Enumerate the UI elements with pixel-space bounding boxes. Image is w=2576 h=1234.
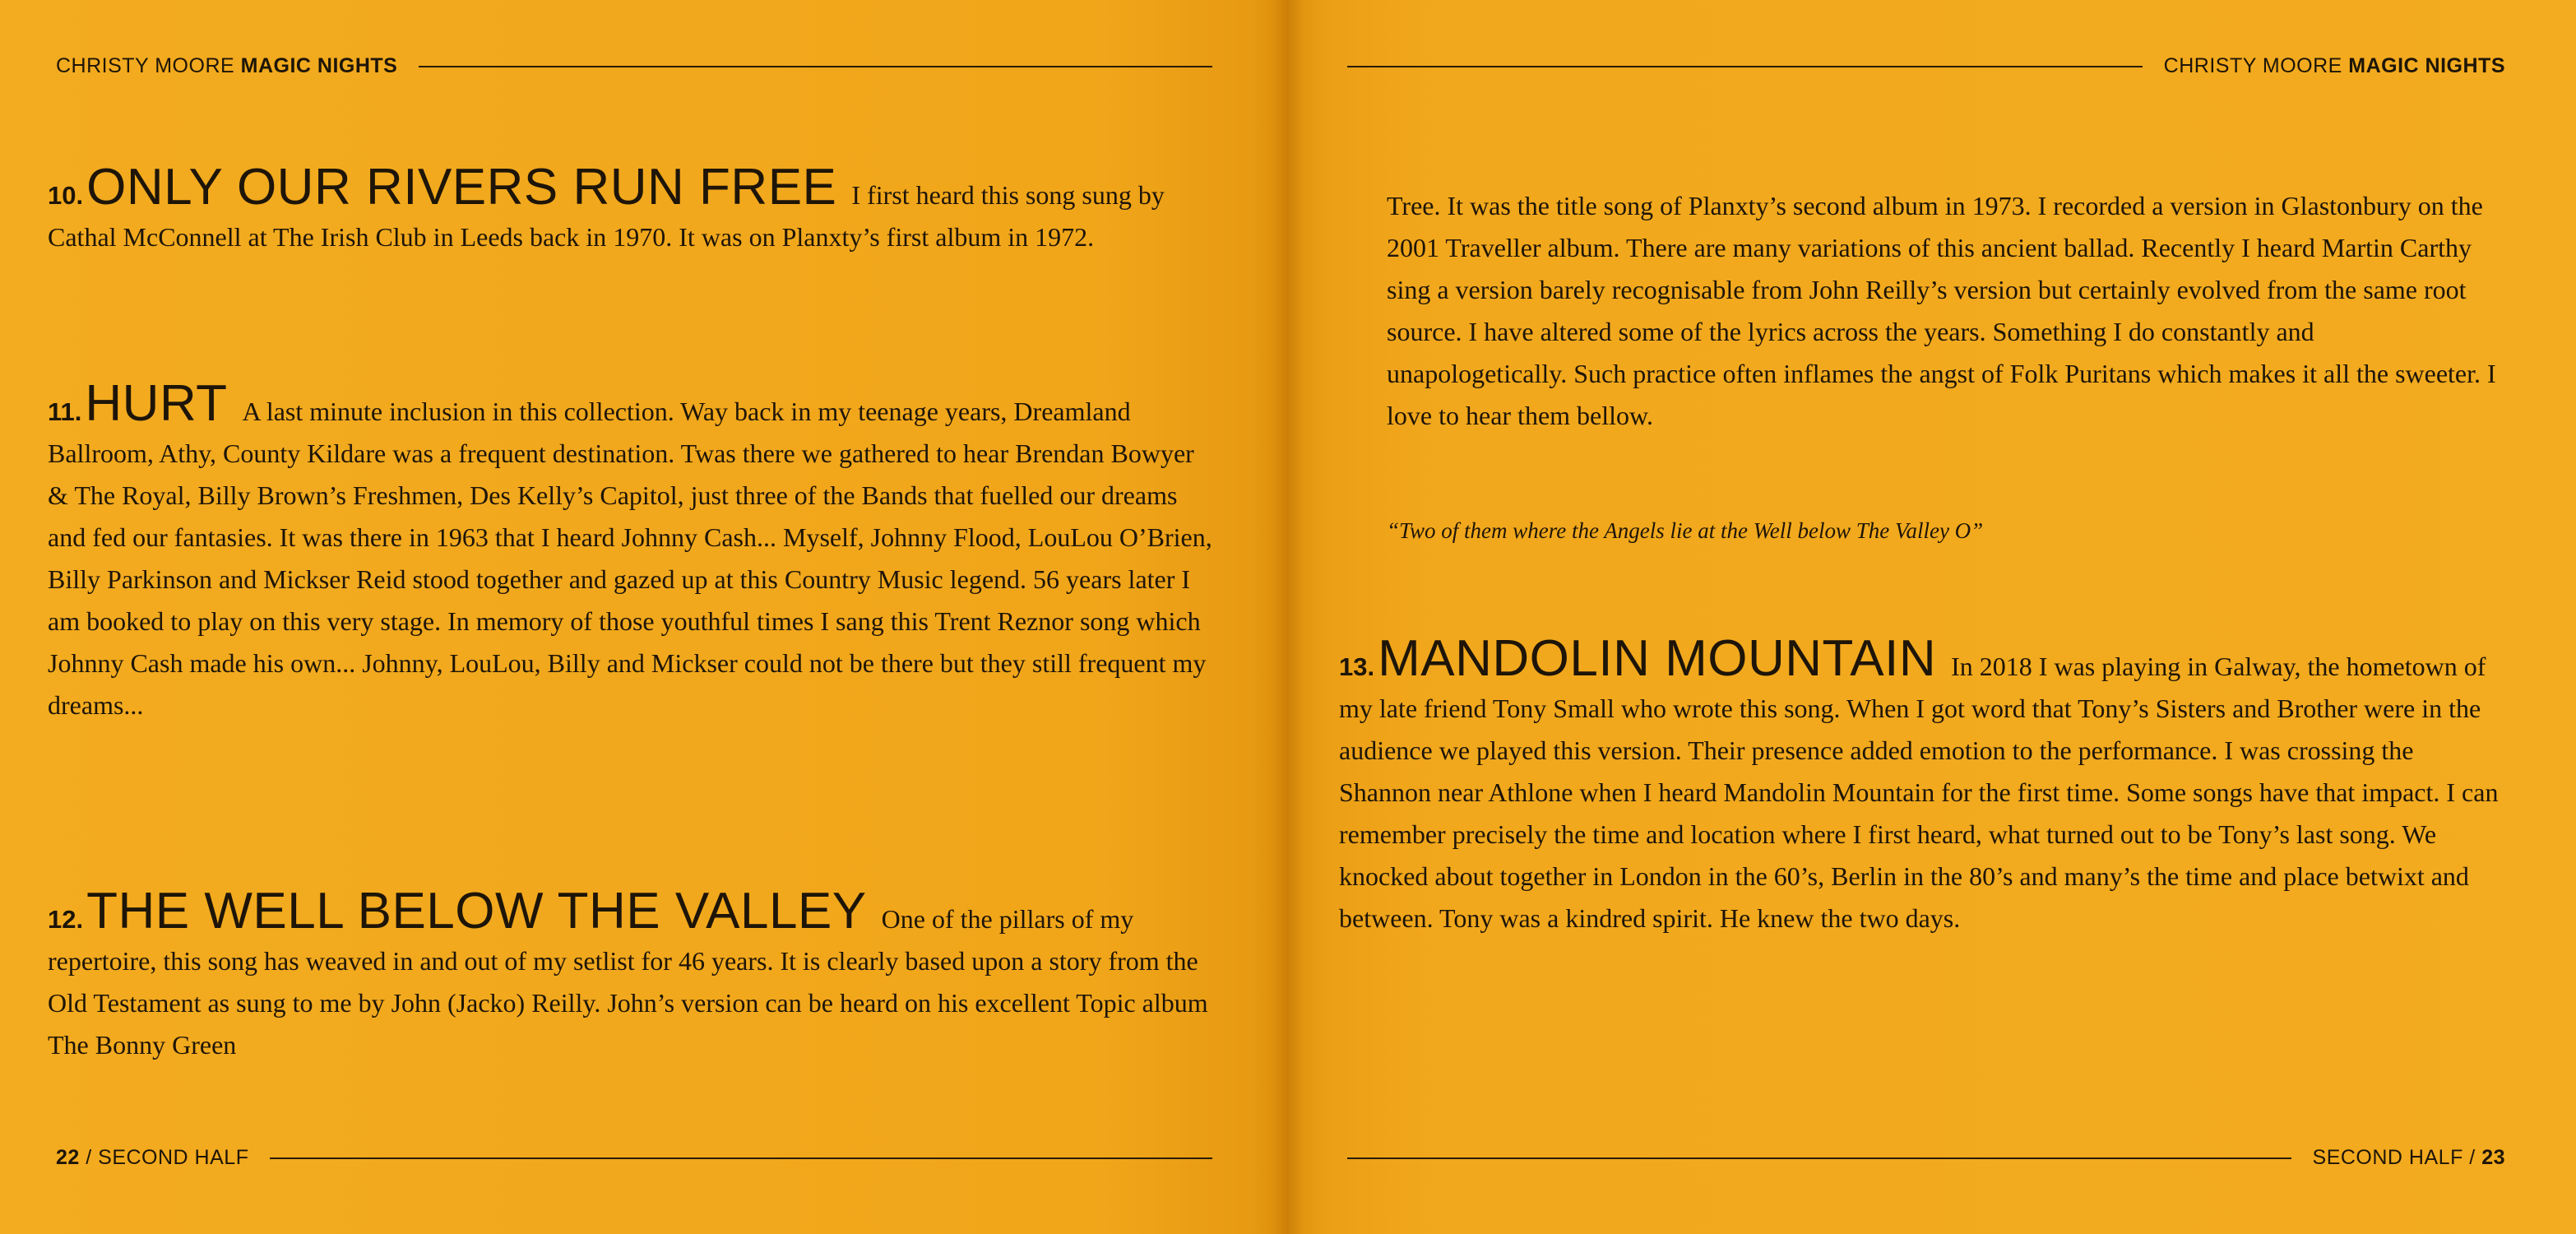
- page-number: 22: [56, 1146, 80, 1169]
- track-entry-12-continued: [1387, 185, 2497, 437]
- track-entry-12: [48, 883, 1216, 1066]
- track-title: THE WELL BELOW THE VALLEY: [86, 883, 867, 939]
- track-number: 13.: [1339, 652, 1375, 681]
- footer-rule: [1347, 1157, 2291, 1159]
- track-entry-10: [48, 159, 1216, 258]
- track-notes: I first heard this song sung by Cathal McConnell at The Irish Club in Leeds back in 1970. It was on Planxty’s first album in 1972.: [48, 180, 1165, 252]
- track-entry-13: [1339, 630, 2499, 939]
- header-album: MAGIC NIGHTS: [2348, 54, 2505, 77]
- lyric-quote: “Two of them where the Angels lie at the Well below The Valley O”: [1387, 518, 1984, 543]
- track-entry-11: [48, 375, 1216, 726]
- track-notes-continued: Tree. It was the title song of Planxty’s second album in 1973. I recorded a version in Glastonbury on the 2001 Traveller album. There are many variations of this ancient ballad. Recently I heard Martin Carthy sing a version barely recognisable from John Reilly’s version but certainly evolved from the same root source. I have altered some of the lyrics across the years. Something I do constantly and unapologetically. Such practice often inflames the angst of Folk Puritans which makes it all the sweeter. I love to hear them bellow.: [1387, 191, 2496, 430]
- right-page: [1288, 0, 2576, 1234]
- left-page-footer: [56, 1146, 1212, 1170]
- header-rule: [1347, 66, 2143, 67]
- right-page-header: [1347, 54, 2505, 78]
- track-notes: In 2018 I was playing in Galway, the hometown of my late friend Tony Small who wrote this song. When I got word that Tony’s Sisters and Brother were in the audience we played this version. Their presence added emotion to the performance. I was crossing the Shannon near Athlone when I heard Mandolin Mountain for the first time. Some songs have that impact. I can remember precisely the time and location where I first heard, what turned out to be Tony’s last song. We knocked about together in London in the 60’s, Berlin in the 80’s and many’s the time and place betwixt and between. Tony was a kindred spirit. He knew the two days.: [1339, 652, 2499, 933]
- right-page-footer: [1347, 1146, 2505, 1170]
- header-album: MAGIC NIGHTS: [240, 54, 398, 77]
- track-number: 10.: [48, 181, 84, 210]
- footer-separator: /: [79, 1146, 99, 1169]
- header-rule: [419, 66, 1212, 67]
- track-notes: A last minute inclusion in this collection. Way back in my teenage years, Dreamland Ballroom, Athy, County Kildare was a frequent destination. Twas there we gathered to hear Brendan Bowyer & The Royal, Billy Brown’s Freshmen, Des Kelly’s Capitol, just three of the Bands that fuelled our dreams and fed our fantasies. It was there in 1963 that I heard Johnny Cash... Myself, Johnny Flood, LouLou O’Brien, Billy Parkinson and Mickser Reid stood together and gazed up at this Country Music legend. 56 years later I am booked to play on this very stage. In memory of those youthful times I sang this Trent Reznor song which Johnny Cash made his own... Johnny, LouLou, Billy and Mickser could not be there but they still frequent my dreams...: [48, 397, 1212, 720]
- left-page-header: [56, 54, 1212, 78]
- track-notes: One of the pillars of my repertoire, this song has weaved in and out of my setlist for 46 years. It is clearly based upon a story from the Old Testament as sung to me by John (Jacko) Reilly. John’s version can be heard on his excellent Topic album The Bonny Green: [48, 904, 1208, 1060]
- footer-rule: [270, 1157, 1212, 1159]
- track-title: MANDOLIN MOUNTAIN: [1378, 630, 1937, 687]
- footer-separator: /: [2462, 1146, 2482, 1169]
- track-number: 11.: [48, 397, 82, 426]
- book-gutter: [1272, 0, 1304, 1234]
- track-title: ONLY OUR RIVERS RUN FREE: [86, 159, 837, 216]
- header-artist: CHRISTY MOORE: [2163, 54, 2342, 77]
- footer-section: SECOND HALF: [2312, 1146, 2463, 1169]
- track-number: 12.: [48, 905, 84, 934]
- header-artist: CHRISTY MOORE: [56, 54, 235, 77]
- page-number: 23: [2481, 1146, 2505, 1169]
- track-title: HURT: [85, 375, 228, 432]
- footer-section: SECOND HALF: [98, 1146, 249, 1169]
